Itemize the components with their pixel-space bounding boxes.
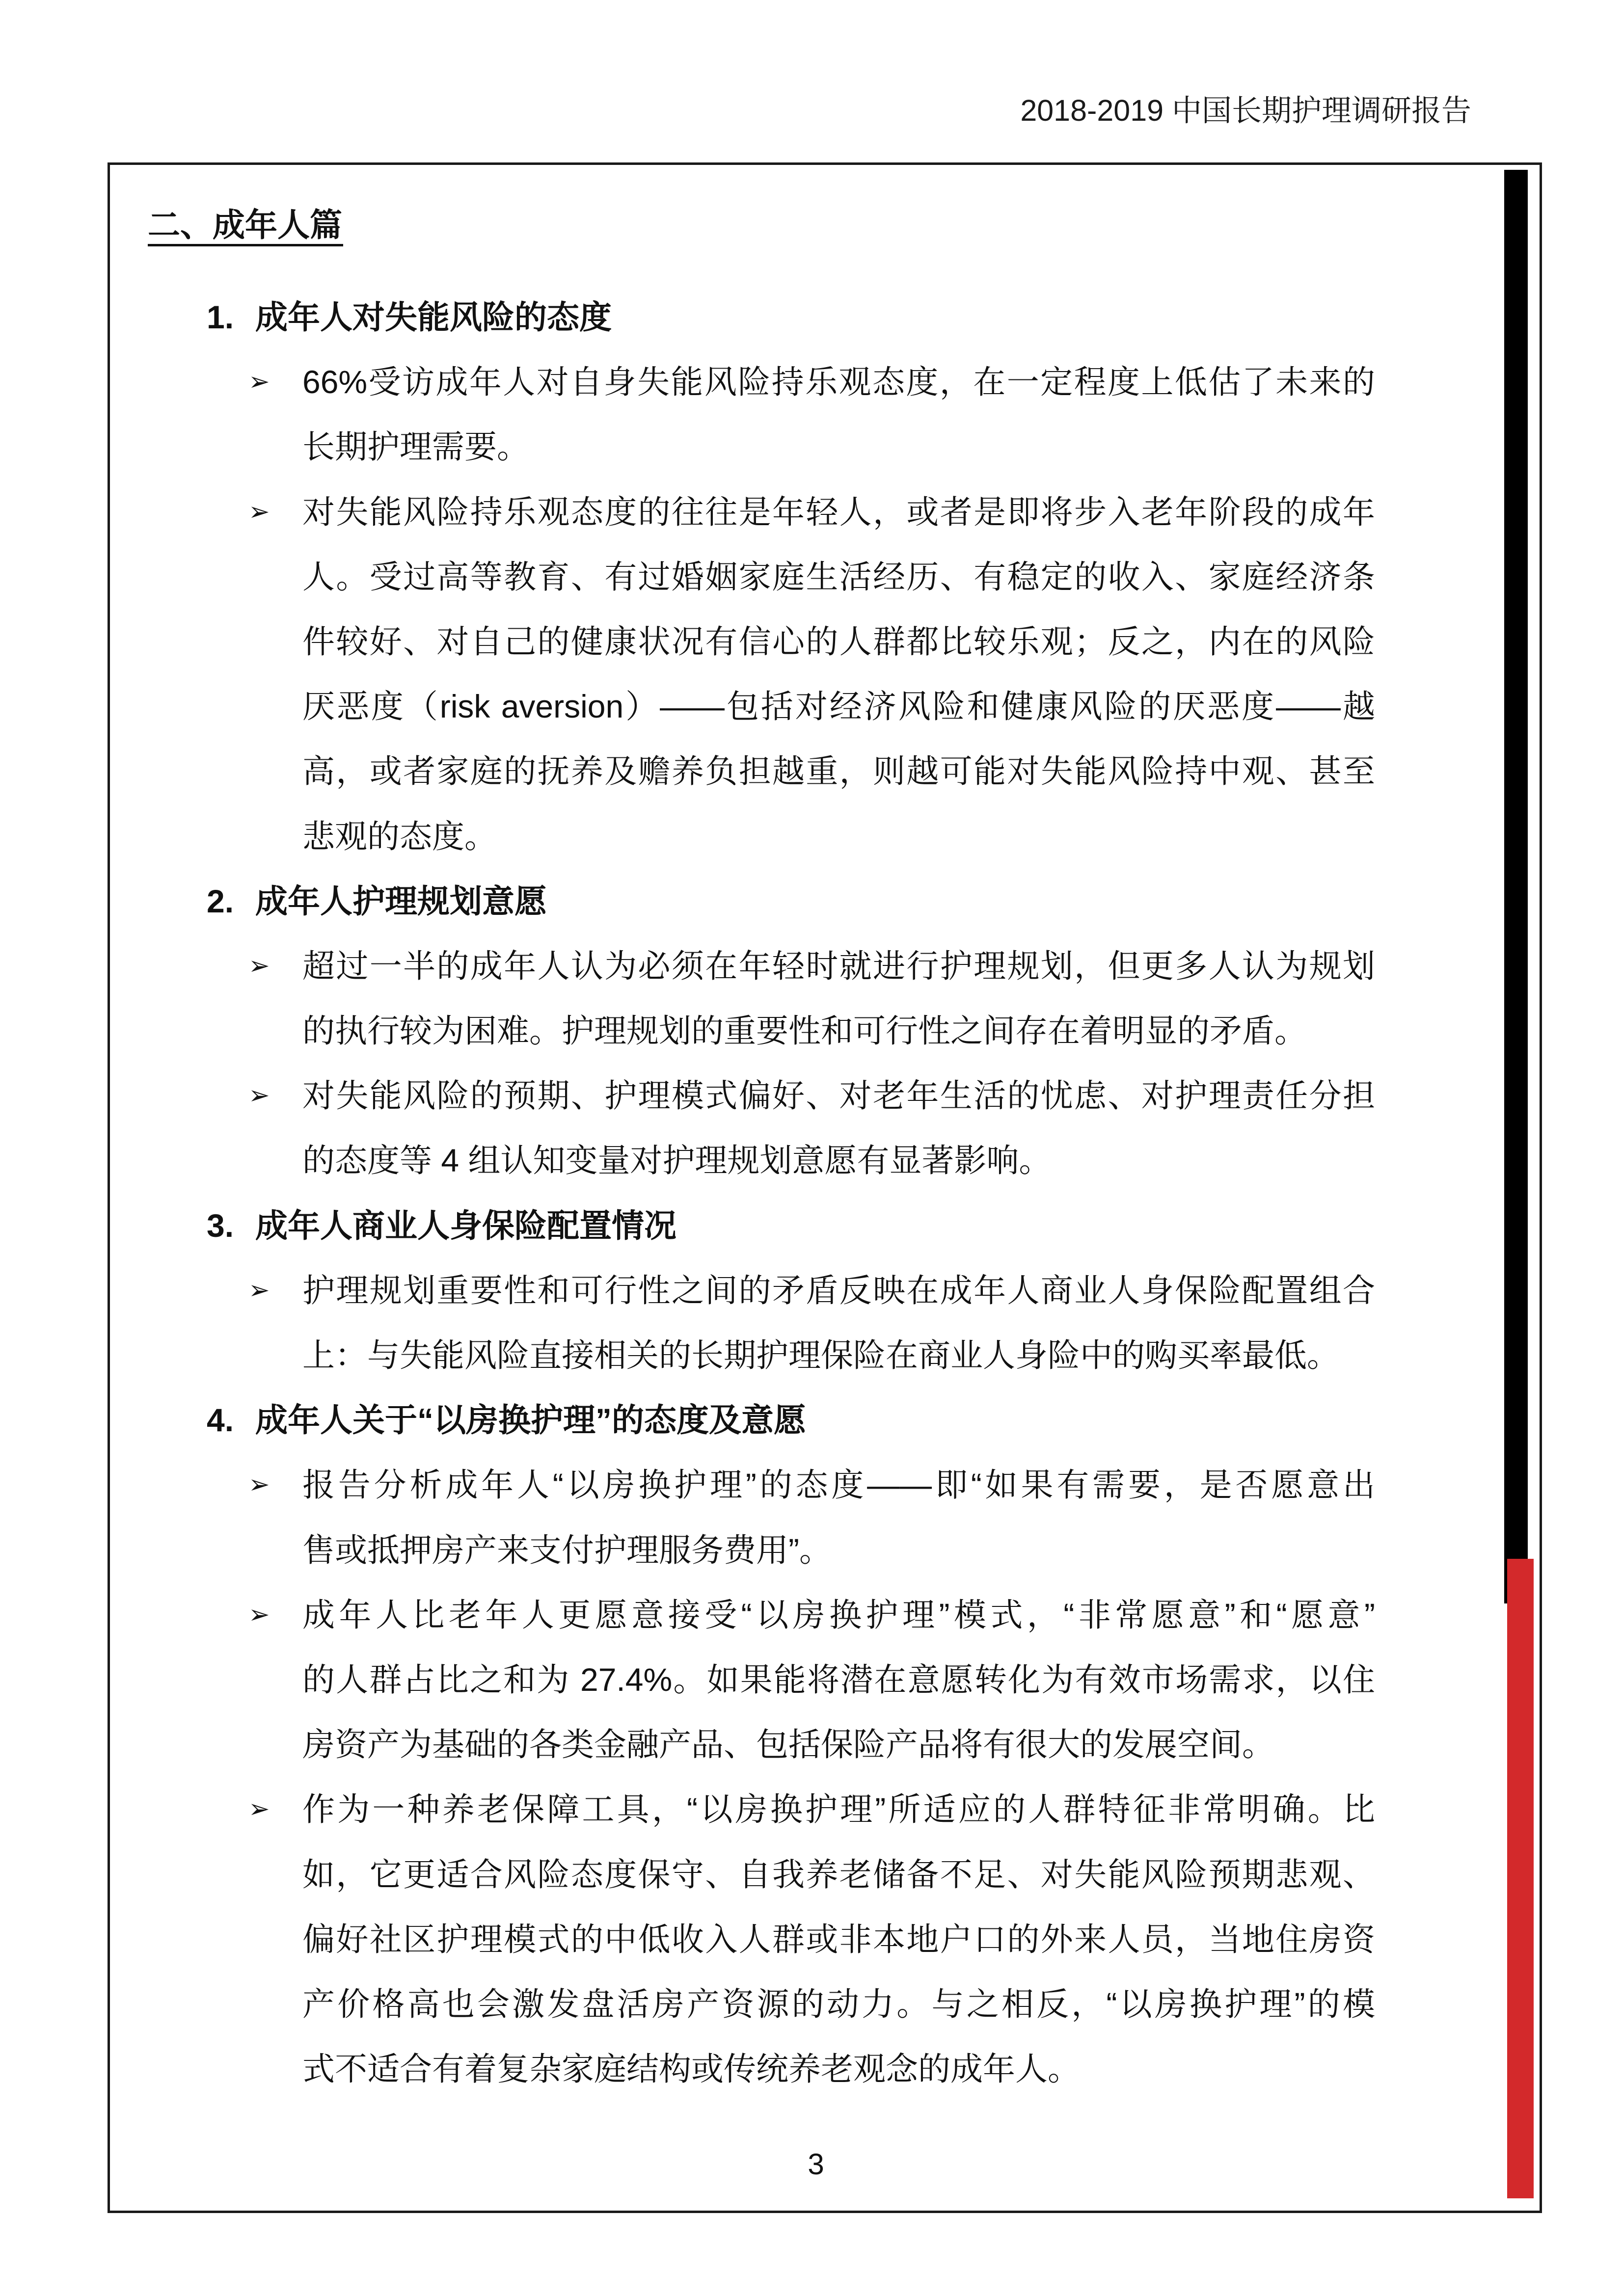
arrow-bullet-icon: ➢	[248, 497, 270, 527]
bullet-item	[0, 1452, 1623, 1582]
bullet-text-line: 悲观的态度。	[302, 818, 497, 854]
bullet-text-line: 的人群占比之和为 27.4%。如果能将潜在意愿转化为有效市场需求，以住	[302, 1661, 1375, 1698]
bullet-text-line: 护理规划重要性和可行性之间的矛盾反映在成年人商业人身保险配置组合	[302, 1272, 1375, 1308]
subsection-title: 成年人对失能风险的态度	[255, 299, 612, 335]
bullet-text-line: 偏好社区护理模式的中低收入人群或非本地户口的外来人员，当地住房资	[302, 1921, 1375, 1957]
bullet-text-line: 超过一半的成年人认为必须在年轻时就进行护理规划，但更多人认为规划	[302, 947, 1375, 984]
bullet-text-line: 的态度等 4 组认知变量对护理规划意愿有显著影响。	[302, 1142, 1052, 1179]
bullet-line	[0, 1258, 1623, 1323]
bullet-line	[0, 1452, 1623, 1517]
bullet-text-line: 件较好、对自己的健康状况有信心的人群都比较乐观；反之，内在的风险	[302, 623, 1375, 660]
subsection-title: 成年人关于“以房换护理”的态度及意愿	[255, 1402, 806, 1439]
bullet-text-line: 的执行较为困难。护理规划的重要性和可行性之间存在着明显的矛盾。	[302, 1013, 1307, 1049]
bullet-line	[0, 1582, 1623, 1647]
subsection-number: 1.	[207, 299, 234, 335]
subsection-heading-3	[0, 1193, 1623, 1258]
bullet-text-line: 报告分析成年人“以房换护理”的态度——即“如果有需要，是否愿意出	[302, 1467, 1375, 1503]
bullet-text-line: 产价格高也会激发盘活房产资源的动力。与之相反，“以房换护理”的模	[302, 1985, 1375, 2022]
bullet-text-line: 人。受过高等教育、有过婚姻家庭生活经历、有稳定的收入、家庭经济条	[302, 558, 1375, 595]
arrow-bullet-icon: ➢	[248, 1794, 270, 1824]
bullet-text-line: 厌恶度（risk aversion）——包括对经济风险和健康风险的厌恶度——越	[302, 688, 1375, 725]
bullet-item	[0, 1258, 1623, 1388]
subsection-number: 2.	[207, 882, 234, 919]
subsection-number: 4.	[207, 1402, 234, 1439]
bullet-text-line: 作为一种养老保障工具，“以房换护理”所适应的人群特征非常明确。比	[302, 1791, 1375, 1828]
bullet-line	[0, 1128, 1623, 1193]
page-number: 3	[808, 2148, 824, 2181]
bullet-text-line: 对失能风险的预期、护理模式偏好、对老年生活的忧虑、对护理责任分担	[302, 1077, 1375, 1114]
bullet-line	[0, 1712, 1623, 1777]
report-header-title: 2018-2019 中国长期护理调研报告	[1020, 94, 1471, 127]
arrow-bullet-icon: ➢	[248, 367, 270, 397]
bullet-text-line: 式不适合有着复杂家庭结构或传统养老观念的成年人。	[302, 2051, 1080, 2087]
arrow-bullet-icon: ➢	[248, 1275, 270, 1305]
subsection-heading-2	[0, 869, 1623, 934]
subsection-title: 成年人护理规划意愿	[255, 882, 547, 919]
bullet-item	[0, 1582, 1623, 1777]
bullet-text-line: 对失能风险持乐观态度的往往是年轻人，或者是即将步入老年阶段的成年	[302, 493, 1375, 530]
bullet-text-line: 房资产为基础的各类金融产品、包括保险产品将有很大的发展空间。	[302, 1726, 1274, 1763]
bullet-line	[0, 414, 1623, 479]
bullet-line	[0, 1972, 1623, 2036]
bullet-text-line: 成年人比老年人更愿意接受“以房换护理”模式，“非常愿意”和“愿意”	[302, 1596, 1375, 1633]
subsection-title: 成年人商业人身保险配置情况	[255, 1207, 676, 1244]
bullet-line	[0, 609, 1623, 674]
bullet-line	[0, 1518, 1623, 1582]
bullet-line	[0, 1777, 1623, 1842]
bullet-line	[0, 1323, 1623, 1388]
bullet-text-line: 长期护理需要。	[302, 428, 529, 465]
bullet-text-line: 上：与失能风险直接相关的长期护理保险在商业人身险中的购买率最低。	[302, 1337, 1339, 1373]
document-body	[0, 285, 1623, 2101]
arrow-bullet-icon: ➢	[248, 1470, 270, 1500]
section-title: 二、成年人篇	[148, 206, 343, 246]
bullet-item	[0, 1777, 1623, 2101]
bullet-line	[0, 544, 1623, 609]
bullet-line	[0, 480, 1623, 544]
bullet-line	[0, 998, 1623, 1063]
bullet-line	[0, 2036, 1623, 2101]
bullet-text-line: 66%受访成年人对自身失能风险持乐观态度，在一定程度上低估了未来的	[302, 364, 1375, 400]
arrow-bullet-icon: ➢	[248, 1600, 270, 1629]
bullet-text-line: 高，或者家庭的抚养及赡养负担越重，则越可能对失能风险持中观、甚至	[302, 753, 1375, 790]
bullet-text-line: 售或抵押房产来支付护理服务费用”。	[302, 1531, 832, 1568]
bullet-line	[0, 349, 1623, 414]
subsection-heading-4	[0, 1388, 1623, 1452]
arrow-bullet-icon: ➢	[248, 951, 270, 981]
bullet-line	[0, 804, 1623, 869]
bullet-line	[0, 1063, 1623, 1128]
bullet-line	[0, 1842, 1623, 1907]
subsection-heading-1	[0, 285, 1623, 349]
bullet-text-line: 如，它更适合风险态度保守、自我养老储备不足、对失能风险预期悲观、	[302, 1856, 1375, 1893]
bullet-line	[0, 674, 1623, 739]
bullet-line	[0, 934, 1623, 998]
bullet-item	[0, 349, 1623, 479]
bullet-line	[0, 1907, 1623, 1972]
arrow-bullet-icon: ➢	[248, 1081, 270, 1111]
subsection-number: 3.	[207, 1207, 234, 1244]
bullet-item	[0, 480, 1623, 869]
bullet-item	[0, 1063, 1623, 1193]
bullet-item	[0, 934, 1623, 1063]
bullet-line	[0, 739, 1623, 803]
bullet-line	[0, 1647, 1623, 1712]
